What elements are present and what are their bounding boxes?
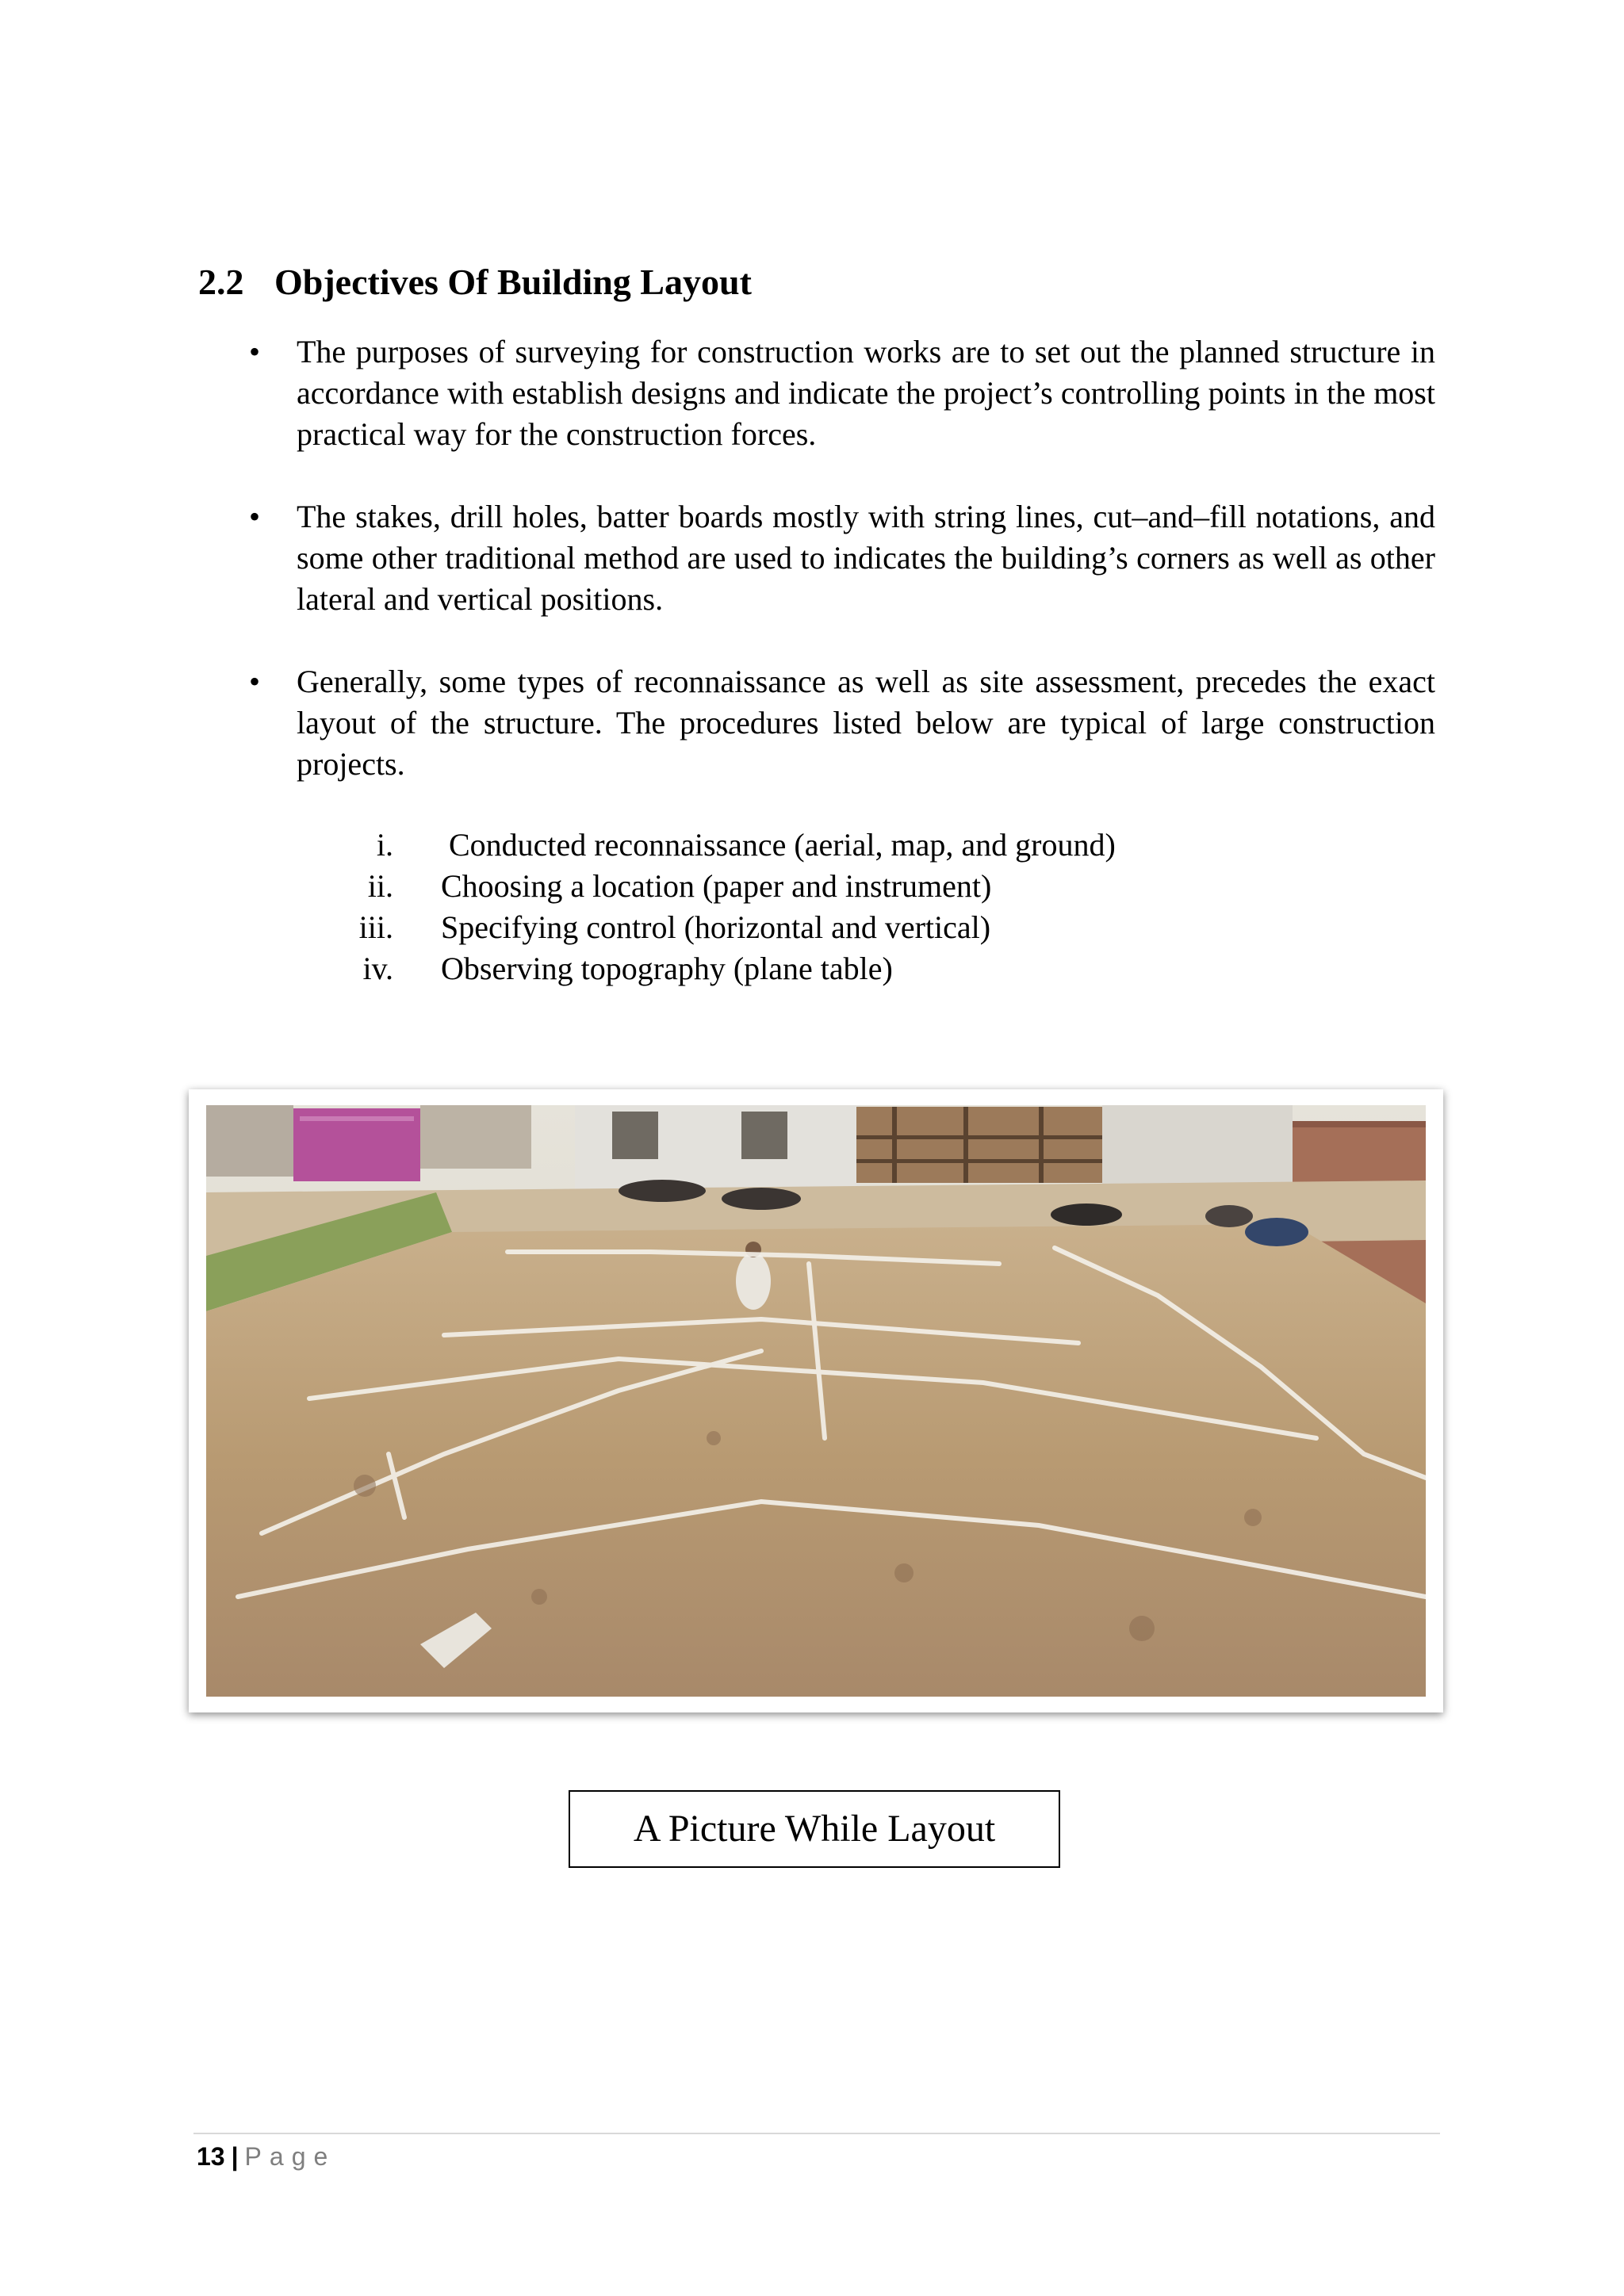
- bullet-list: [198, 331, 1435, 826]
- procedure-numeral: iii.: [358, 909, 393, 945]
- bullet-text: The stakes, drill holes, batter boards mostly with string lines, cut–and–fill notations, and some other traditional method are used to indicates the building’s corners as well as other lateral and vertical positions.: [297, 499, 1435, 617]
- bullet-text: Generally, some types of reconnaissance as well as site assessment, precedes the exact layout of the structure. The procedures listed below are typical of large construction projects.: [297, 664, 1435, 782]
- figure-frame: [189, 1089, 1443, 1712]
- procedure-text: Observing topography (plane table): [441, 951, 893, 986]
- section-heading: [198, 258, 752, 306]
- bullet-icon: •: [249, 499, 261, 534]
- section-title: Objectives Of Building Layout: [274, 262, 752, 302]
- procedure-list: [349, 825, 1116, 989]
- procedure-item: [349, 866, 1116, 907]
- procedure-numeral: iv.: [362, 951, 393, 986]
- page-footer: [197, 2141, 335, 2172]
- procedure-text: Choosing a location (paper and instrument): [441, 868, 992, 904]
- bullet-item: [198, 496, 1435, 620]
- procedure-text: Specifying control (horizontal and vertical): [441, 909, 991, 945]
- figure-caption: A Picture While Layout: [569, 1790, 1060, 1868]
- site-layout-photo: [206, 1105, 1426, 1697]
- bullet-icon: •: [249, 334, 261, 369]
- procedure-item: [349, 948, 1116, 989]
- page-label: Page: [244, 2142, 336, 2171]
- footer-separator: |: [231, 2142, 239, 2171]
- procedure-item: [349, 907, 1116, 948]
- page-number: 13: [197, 2142, 225, 2171]
- procedure-text: Conducted reconnaissance (aerial, map, and ground): [441, 827, 1116, 863]
- bullet-icon: •: [249, 664, 261, 699]
- procedure-numeral: ii.: [367, 868, 393, 904]
- footer-divider: [193, 2133, 1440, 2134]
- bullet-text: The purposes of surveying for construction works are to set out the planned structure in accordance with establish designs and indicate the project’s controlling points in the most practical way for the construction forces.: [297, 334, 1435, 452]
- procedure-numeral: i.: [376, 827, 393, 863]
- bullet-item: [198, 661, 1435, 785]
- bullet-item: [198, 331, 1435, 455]
- procedure-item: [349, 825, 1116, 866]
- section-number: 2.2: [198, 262, 244, 302]
